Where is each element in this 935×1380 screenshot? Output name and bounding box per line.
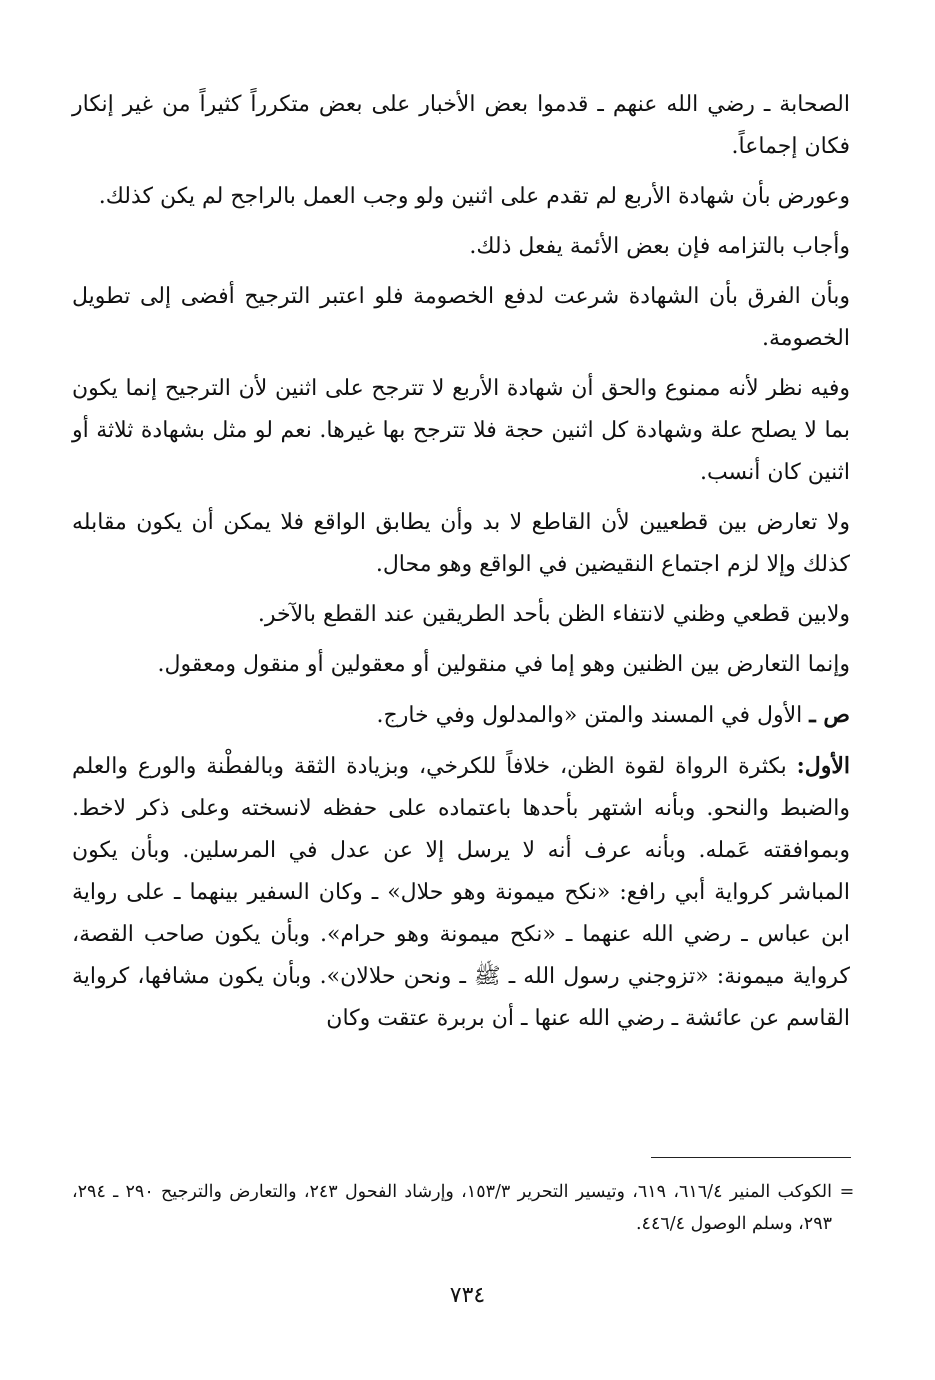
paragraph-text: ولابين قطعي وظني لانتفاء الظن بأحد الطريقين عند القطع بالآخر. — [257, 602, 850, 627]
paragraph-text: ولا تعارض بين قطعيين لأن القاطع لا بد وأن يطابق الواقع فلا يمكن أن يكون مقابله كذلك وإلا لزم اجتماع النقيضين في الواقع وهو محال. — [72, 510, 850, 577]
page-body — [72, 84, 850, 1048]
paragraph-text: وأجاب بالتزامه فإن بعض الأئمة يفعل ذلك. — [469, 234, 850, 259]
paragraph-9 — [72, 694, 850, 737]
paragraph-10 — [72, 745, 850, 1040]
paragraph-8 — [72, 644, 850, 686]
paragraph-3 — [72, 226, 850, 268]
section-heading: الأول: — [796, 753, 850, 779]
footnotes — [72, 1176, 862, 1240]
paragraph-text: بكثرة الرواة لقوة الظن، خلافاً للكرخي، وبزيادة الثقة وبالفطْنة والورع والعلم والضبط والنحو. وبأنه اشتهر بأحدها باعتماده على حفظه لانسخته وعلى ذكر لاخط. وبموافقته عَمله. وبأنه عرف أنه لا يرسل إلا عن عدل في المرسلين. وبأن يكون المباشر كرواية أبي رافع: «نكح ميمونة وهو حلال» ـ وكان السفير بينهما ـ على رواية ابن عباس ـ رضي الله عنهما ـ «نكح ميمونة وهو حرام». وبأن يكون صاحب القصة، كرواية ميمونة: «تزوجني رسول الله ـ ﷺ ـ ونحن حلالان». وبأن يكون مشافها، كرواية القاسم عن عائشة ـ رضي الله عنها ـ أن بربرة عتقت وكان — [72, 754, 850, 1031]
page-number: ٧٣٤ — [449, 1283, 486, 1308]
paragraph-text: وفيه نظر لأنه ممنوع والحق أن شهادة الأربع لا تترجح على اثنين لأن الترجيح إنما يكون بما لا يصلح علة وشهادة كل اثنين حجة فلا تترجح بها غيرها. نعم لو مثل بشهادة ثلاثة أو اثنين كان أنسب. — [72, 376, 850, 485]
paragraph-text: الصحابة ـ رضي الله عنهم ـ قدموا بعض الأخبار على بعض متكرراً كثيراً من غير إنكار فكان إجماعاً. — [72, 92, 850, 159]
paragraph-text: الأول في المسند والمتن «والمدلول وفي خارج. — [376, 703, 803, 728]
paragraph-6 — [72, 502, 850, 586]
footnote-text: الكوكب المنير ٦١٦/٤، ٦١٩، وتيسير التحرير ١٥٣/٣، وإرشاد الفحول ٢٤٣، والتعارض والترجيح ٢٩٠ ـ ٢٩٤، ٢٩٣، وسلم الوصول ٤٤٦/٤. — [72, 1182, 832, 1234]
paragraph-1 — [72, 84, 850, 168]
paragraph-5 — [72, 368, 850, 494]
section-marker: ص ـ — [809, 702, 850, 728]
footnote-marker: = — [839, 1182, 855, 1202]
paragraph-text: وإنما التعارض بين الظنين وهو إما في منقولين أو معقولين أو منقول ومعقول. — [157, 652, 850, 677]
footnote — [72, 1176, 862, 1240]
paragraph-text: وبأن الفرق بأن الشهادة شرعت لدفع الخصومة فلو اعتبر الترجيح أفضى إلى تطويل الخصومة. — [72, 284, 850, 351]
footnote-divider — [651, 1157, 851, 1158]
paragraph-4 — [72, 276, 850, 360]
paragraph-text: وعورض بأن شهادة الأربع لم تقدم على اثنين ولو وجب العمل بالراجح لم يكن كذلك. — [98, 184, 850, 209]
paragraph-2 — [72, 176, 850, 218]
paragraph-7 — [72, 594, 850, 636]
